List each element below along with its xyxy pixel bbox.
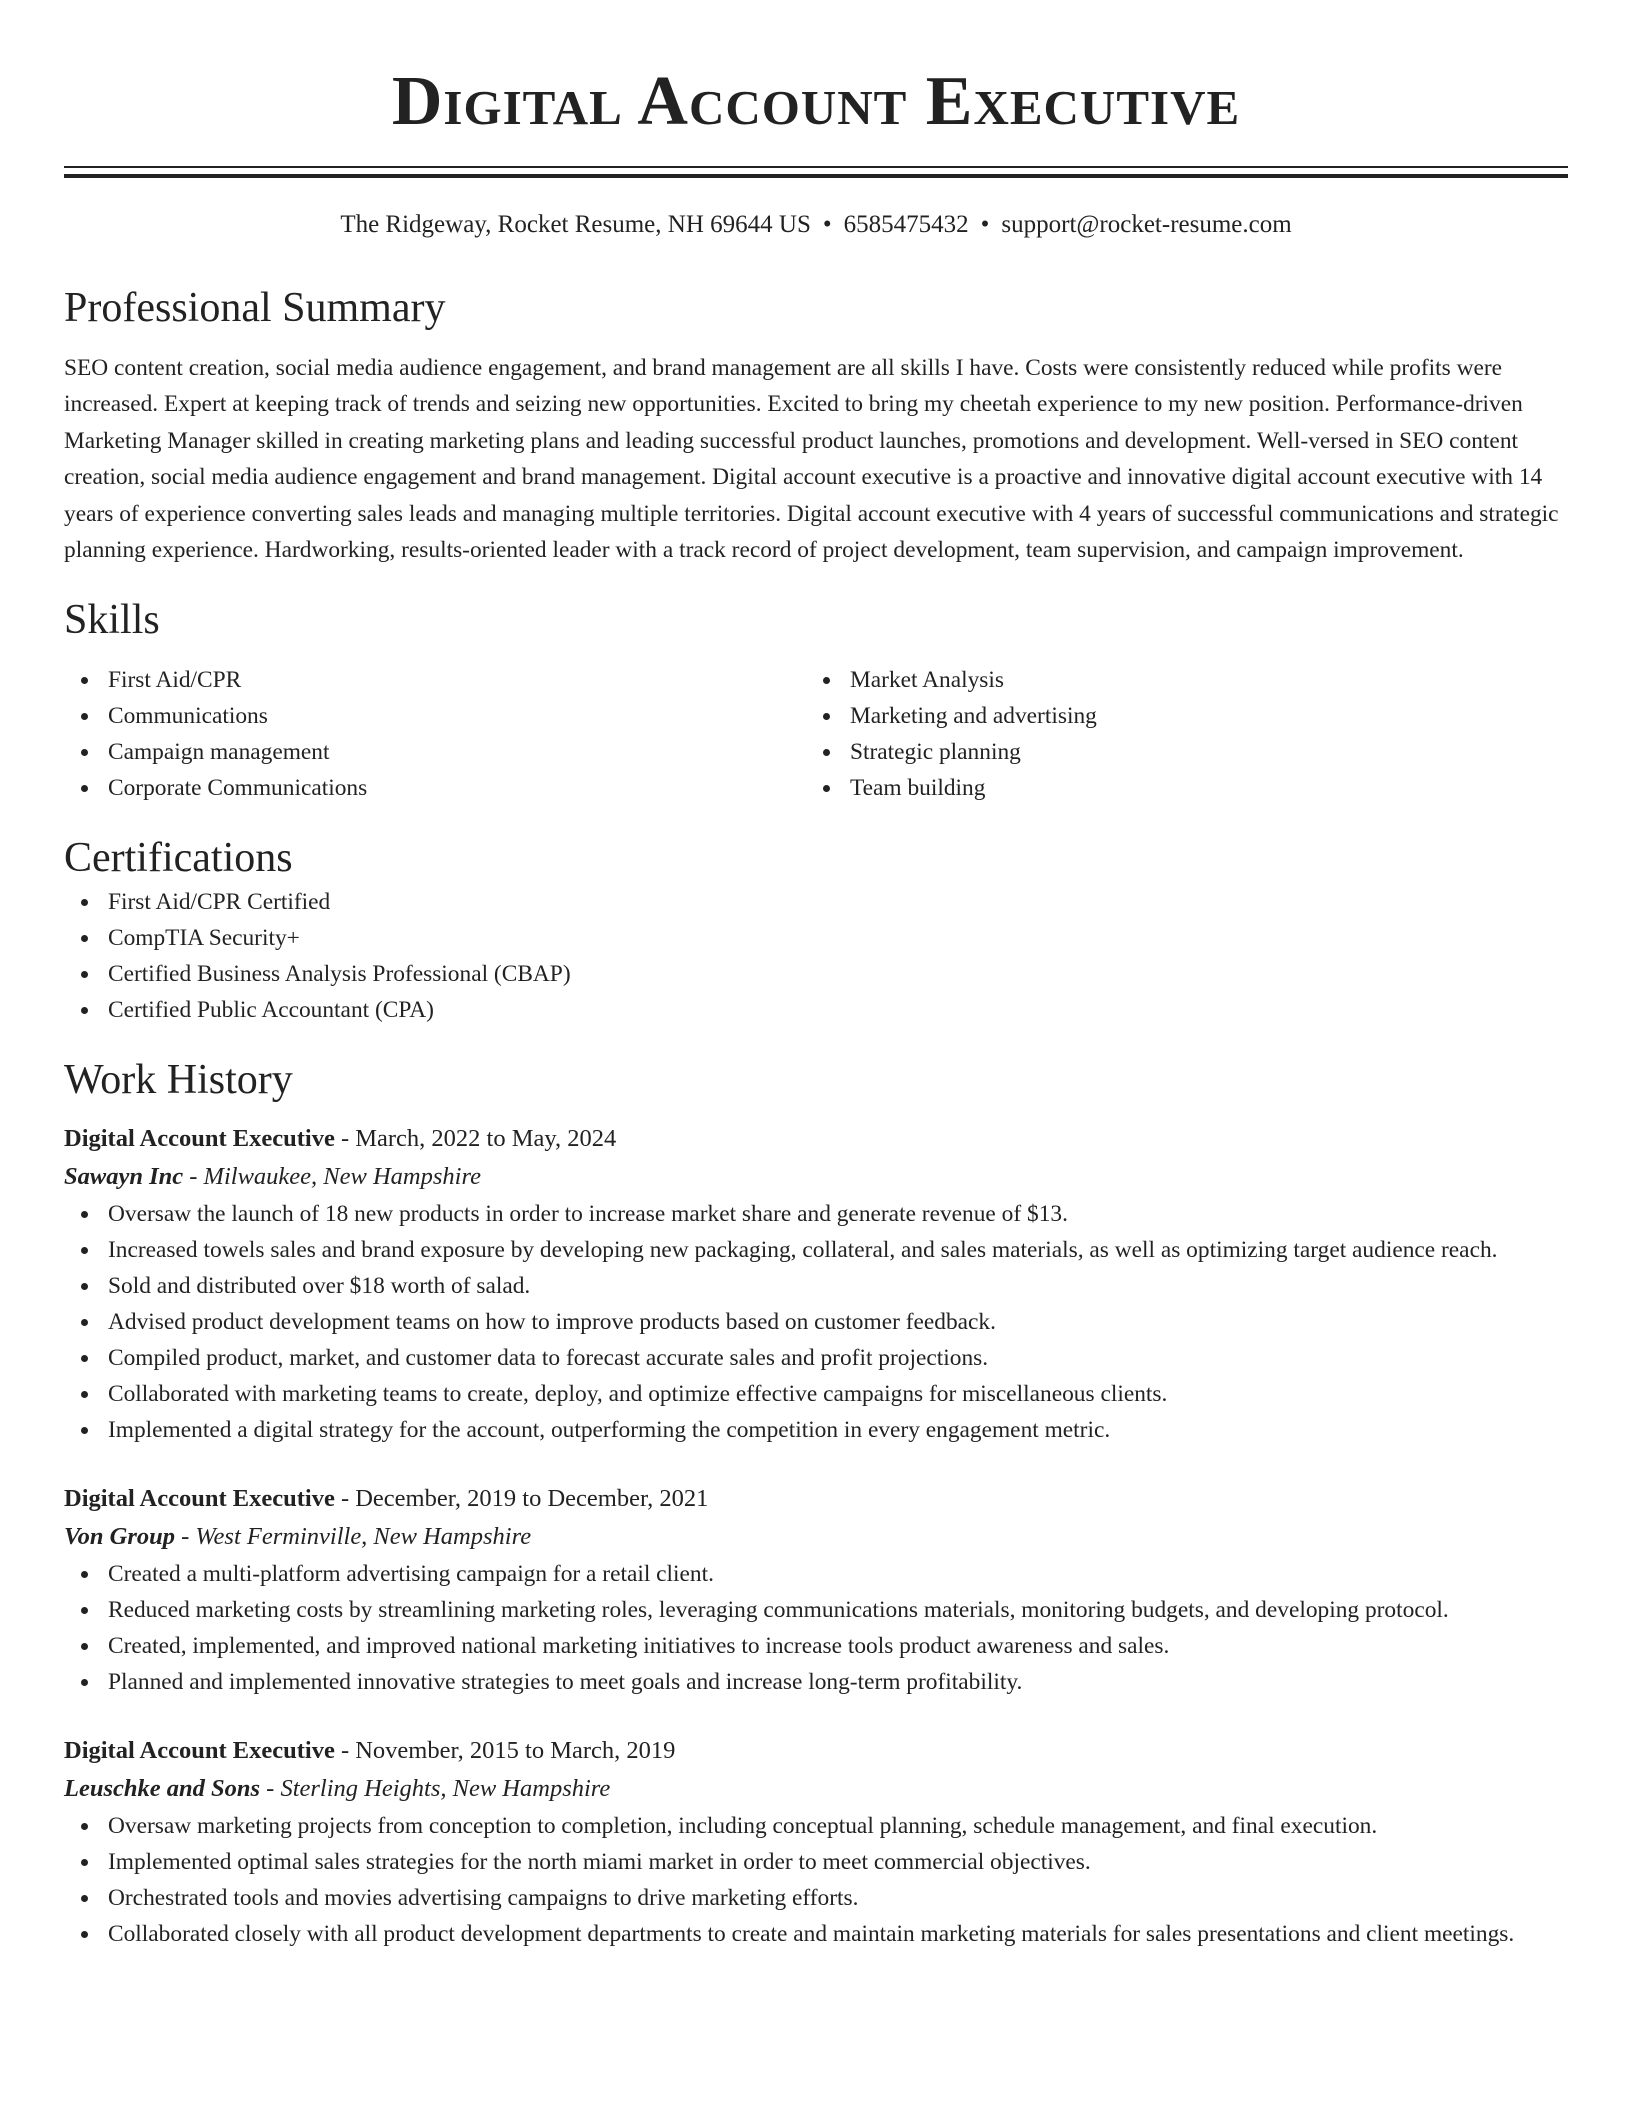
job-bullet: Planned and implemented innovative strategies to meet goals and increase long-term profitability. [64,1664,1568,1700]
job-bullet: Increased towels sales and brand exposure by developing new packaging, collateral, and sales materials, as well as optimizing target audience reach. [64,1232,1568,1268]
job-bullet: Compiled product, market, and customer data to forecast accurate sales and profit projections. [64,1340,1568,1376]
job-dates: - November, 2015 to March, 2019 [334,1737,676,1765]
contact-separator: • [822,211,832,238]
job-title: Digital Account Executive [64,1737,335,1765]
skill-item: Campaign management [64,734,806,770]
job-location: - Milwaukee, New Hampshire [183,1163,481,1191]
job-bullet: Oversaw marketing projects from conception to completion, including conceptual planning, schedule management, and final execution. [64,1808,1568,1844]
skills-list-right [806,662,1548,806]
job-entry [64,1732,1568,1952]
skill-item: First Aid/CPR [64,662,806,698]
contact-phone: 6585475432 [843,211,969,238]
job-bullet: Collaborated closely with all product development departments to create and maintain marketing materials for sales presentations and client meetings. [64,1916,1568,1952]
job-entry [64,1480,1568,1700]
certification-item: CompTIA Security+ [64,920,1568,956]
job-location: - West Ferminville, New Hampshire [174,1523,532,1551]
job-bullet: Created, implemented, and improved national marketing initiatives to increase tools product awareness and sales. [64,1628,1568,1664]
skill-item: Team building [806,770,1548,806]
job-title: Digital Account Executive [64,1485,335,1513]
work-history-heading: Work History [64,1057,293,1104]
job-company-line [64,1770,1568,1808]
contact-address: The Ridgeway, Rocket Resume, NH 69644 US [340,211,811,238]
certifications-list [64,884,1568,1028]
job-company: Von Group [64,1523,175,1551]
certification-item: Certified Business Analysis Professional (CBAP) [64,956,1568,992]
job-dates: - December, 2019 to December, 2021 [334,1485,709,1513]
job-title: Digital Account Executive [64,1125,335,1153]
skill-item: Marketing and advertising [806,698,1548,734]
job-bullet: Collaborated with marketing teams to create, deploy, and optimize effective campaigns for miscellaneous clients. [64,1376,1568,1412]
skill-item: Market Analysis [806,662,1548,698]
job-title-line [64,1480,1568,1518]
job-location: - Sterling Heights, New Hampshire [260,1775,611,1803]
skills-grid [64,662,1568,806]
job-bullets [64,1556,1568,1700]
skills-column-right [806,662,1548,806]
job-bullet: Oversaw the launch of 18 new products in order to increase market share and generate revenue of $13. [64,1196,1568,1232]
header-rule-thick [64,174,1568,178]
job-bullet: Created a multi-platform advertising campaign for a retail client. [64,1556,1568,1592]
skill-item: Communications [64,698,806,734]
job-bullets [64,1808,1568,1952]
certification-item: First Aid/CPR Certified [64,884,1568,920]
job-company-line [64,1158,1568,1196]
resume-title: Digital Account Executive [391,63,1241,140]
resume-page [64,0,1568,1952]
certifications-heading: Certifications [64,835,293,882]
job-bullet: Sold and distributed over $18 worth of salad. [64,1268,1568,1304]
contact-email: support@rocket-resume.com [1001,211,1292,238]
job-title-line [64,1120,1568,1158]
job-company-line [64,1518,1568,1556]
job-company: Leuschke and Sons [64,1775,261,1803]
job-title-line [64,1732,1568,1770]
job-bullet: Advised product development teams on how to improve products based on customer feedback. [64,1304,1568,1340]
summary-text: SEO content creation, social media audience engagement, and brand management are all skills I have. Costs were consistently reduced while profits were increased. Expert at keeping track of trends and seizing new opportunities. Excited to bring my cheetah experience to my new position. Performance-driven Marketing Manager skilled in creating marketing plans and leading successful product launches, promotions and development. Well-versed in SEO content creation, social media audience engagement and brand management. Digital account executive is a proactive and innovative digital account executive with 14 years of experience converting sales leads and managing multiple territories. Digital account executive with 4 years of successful communications and strategic planning experience. Hardworking, results-oriented leader with a track record of project development, team supervision, and campaign improvement. [64,355,1559,564]
job-bullet: Implemented optimal sales strategies for the north miami market in order to meet commercial objectives. [64,1844,1568,1880]
job-bullet: Reduced marketing costs by streamlining marketing roles, leveraging communications materials, monitoring budgets, and developing protocol. [64,1592,1568,1628]
job-bullets [64,1196,1568,1448]
job-bullet: Orchestrated tools and movies advertising campaigns to drive marketing efforts. [64,1880,1568,1916]
job-company: Sawayn Inc [64,1163,184,1191]
skill-item: Strategic planning [806,734,1548,770]
skills-list-left [64,662,806,806]
job-bullet: Implemented a digital strategy for the account, outperforming the competition in every engagement metric. [64,1412,1568,1448]
job-entry [64,1120,1568,1448]
contact-separator: • [980,211,990,238]
certification-item: Certified Public Accountant (CPA) [64,992,1568,1028]
contact-line [64,208,1568,242]
summary-heading: Professional Summary [64,285,446,331]
header-rule-thin [64,166,1568,168]
skills-heading: Skills [64,597,160,644]
skills-column-left [64,662,806,806]
job-dates: - March, 2022 to May, 2024 [334,1125,617,1153]
skill-item: Corporate Communications [64,770,806,806]
